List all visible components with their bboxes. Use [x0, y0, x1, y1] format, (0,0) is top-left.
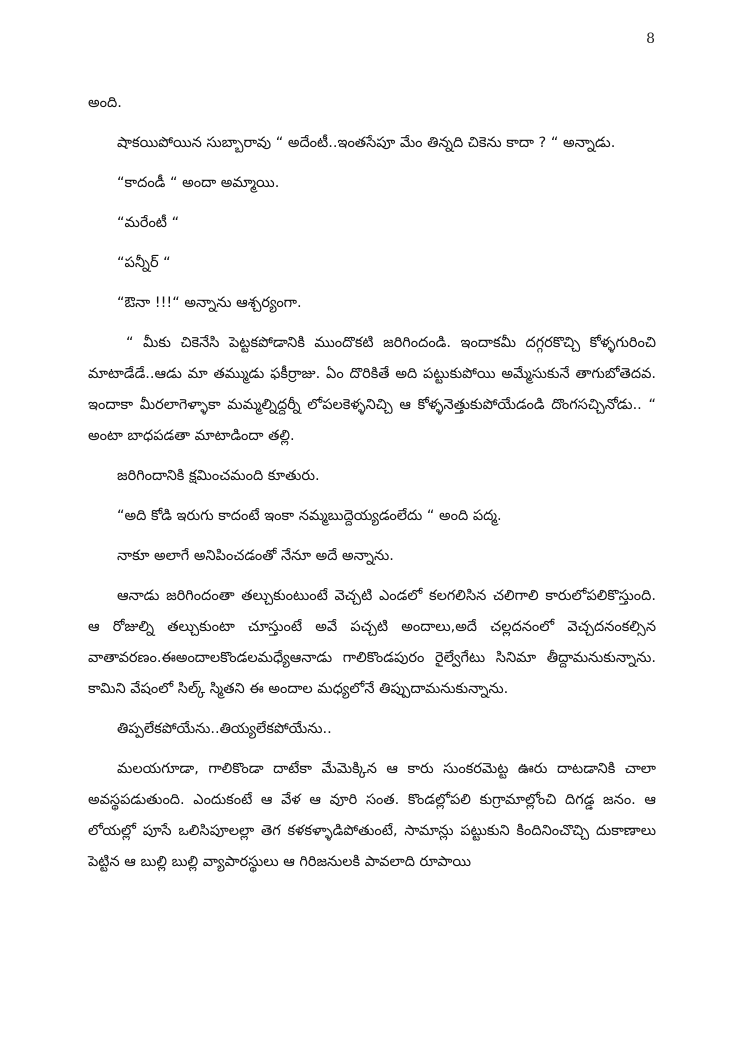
body-text [88, 88, 656, 887]
paragraph: అంది. [88, 95, 122, 111]
paragraph: “ మీకు చికెనేసి పెట్టకపోడానికి ముందొకటి జరిగిందండి. ఇందాకమీ దగ్గరకొచ్చి కోళ్ళగురించి మాటాడేడే..ఆడు మా తమ్ముడు ఫకీర్రాజు. ఏం దొరికితే అది పట్టుకుపోయి అమ్మేసుకునే తాగుబోతెదవ. ఇందాకా మీరలాగెళ్ళాకా మమ్మల్నిద్దర్నీ లోపలకెళ్ళనిచ్చి ఆ కోళ్ళనెత్తుకుపోయేడండి దొంగసచ్చినోడు.. “ అంటా బాధపడతా మాటాడిందా తల్లి. [88, 335, 656, 444]
paragraph: షాకయిపోయిన సుబ్బారావు “ అదేంటీ..ఇంతసేపూ మేం తిన్నది చికెను కాదా ? “ అన్నాడు. [117, 135, 616, 151]
page-number: 8 [646, 31, 655, 47]
paragraph: నాకూ అలాగే అనిపించడంతో నేనూ అదే అన్నాను. [117, 548, 394, 564]
paragraph: “ఔనా !!!“ అన్నాను ఆశ్చర్యంగా. [117, 295, 302, 311]
paragraph: “పన్నీర్ “ [117, 255, 171, 271]
paragraph: తిప్పలేకపోయేను..తియ్యలేకపోయేను.. [117, 721, 332, 737]
paragraph: “అది కోడి ఇరుగు కాదంటే ఇంకా నమ్మబుద్దెయ్యడంలేదు “ అంది పద్మ. [117, 508, 502, 524]
paragraph: “కాదండీ “ అందా అమ్మాయి. [117, 175, 280, 191]
paragraph: “మరేంటీ “ [117, 215, 180, 231]
paragraph: ఆనాడు జరిగిందంతా తల్చుకుంటుంటే వెచ్చటి ఎండలో కలగలిసిన చలిగాలి కారులోపలికొస్తుంది. ఆ రోజుల్ని తల్చుకుంటా చూస్తుంటే అవే పచ్చటి అందాలు,అదే చల్లదనంలో వెచ్చదనంకల్సిన వాతావరణం.ఈఅందాలకొండలమధ్యేఆనాడు గాలికొండపురం రైల్వేగేటు సినిమా తీద్దామనుకున్నాను. కామిని వేషంలో సిల్క్ స్మితని ఈ అందాల మధ్యలోనే తిప్పుదామనుకున్నాను. [88, 588, 656, 697]
paragraph: జరిగిందానికి క్షమించమంది కూతురు. [117, 468, 320, 484]
paragraph: మలయగూడా, గాలికొండా దాటేకా మేమెక్కిన ఆ కారు సుంకరమెట్ట ఊరు దాటడానికి చాలా అవస్థపడుతుంది. ఎందుకంటే ఆ వేళ ఆ వూరి సంత. కొండల్లోపలి కుగ్రామాల్లోంచి దిగడ్డ జనం. ఆ లోయల్లో పూసే ఒలిసిపూలల్లా తెగ కళకళ్ళాడిపోతుంటే, సామాన్లు పట్టుకుని కిందినించొచ్చి దుకాణాలు పెట్టిన ఆ బుల్లి బుల్లి వ్యాపారస్థులు ఆ గిరిజనులకి పావలాది రూపాయి [88, 761, 656, 870]
